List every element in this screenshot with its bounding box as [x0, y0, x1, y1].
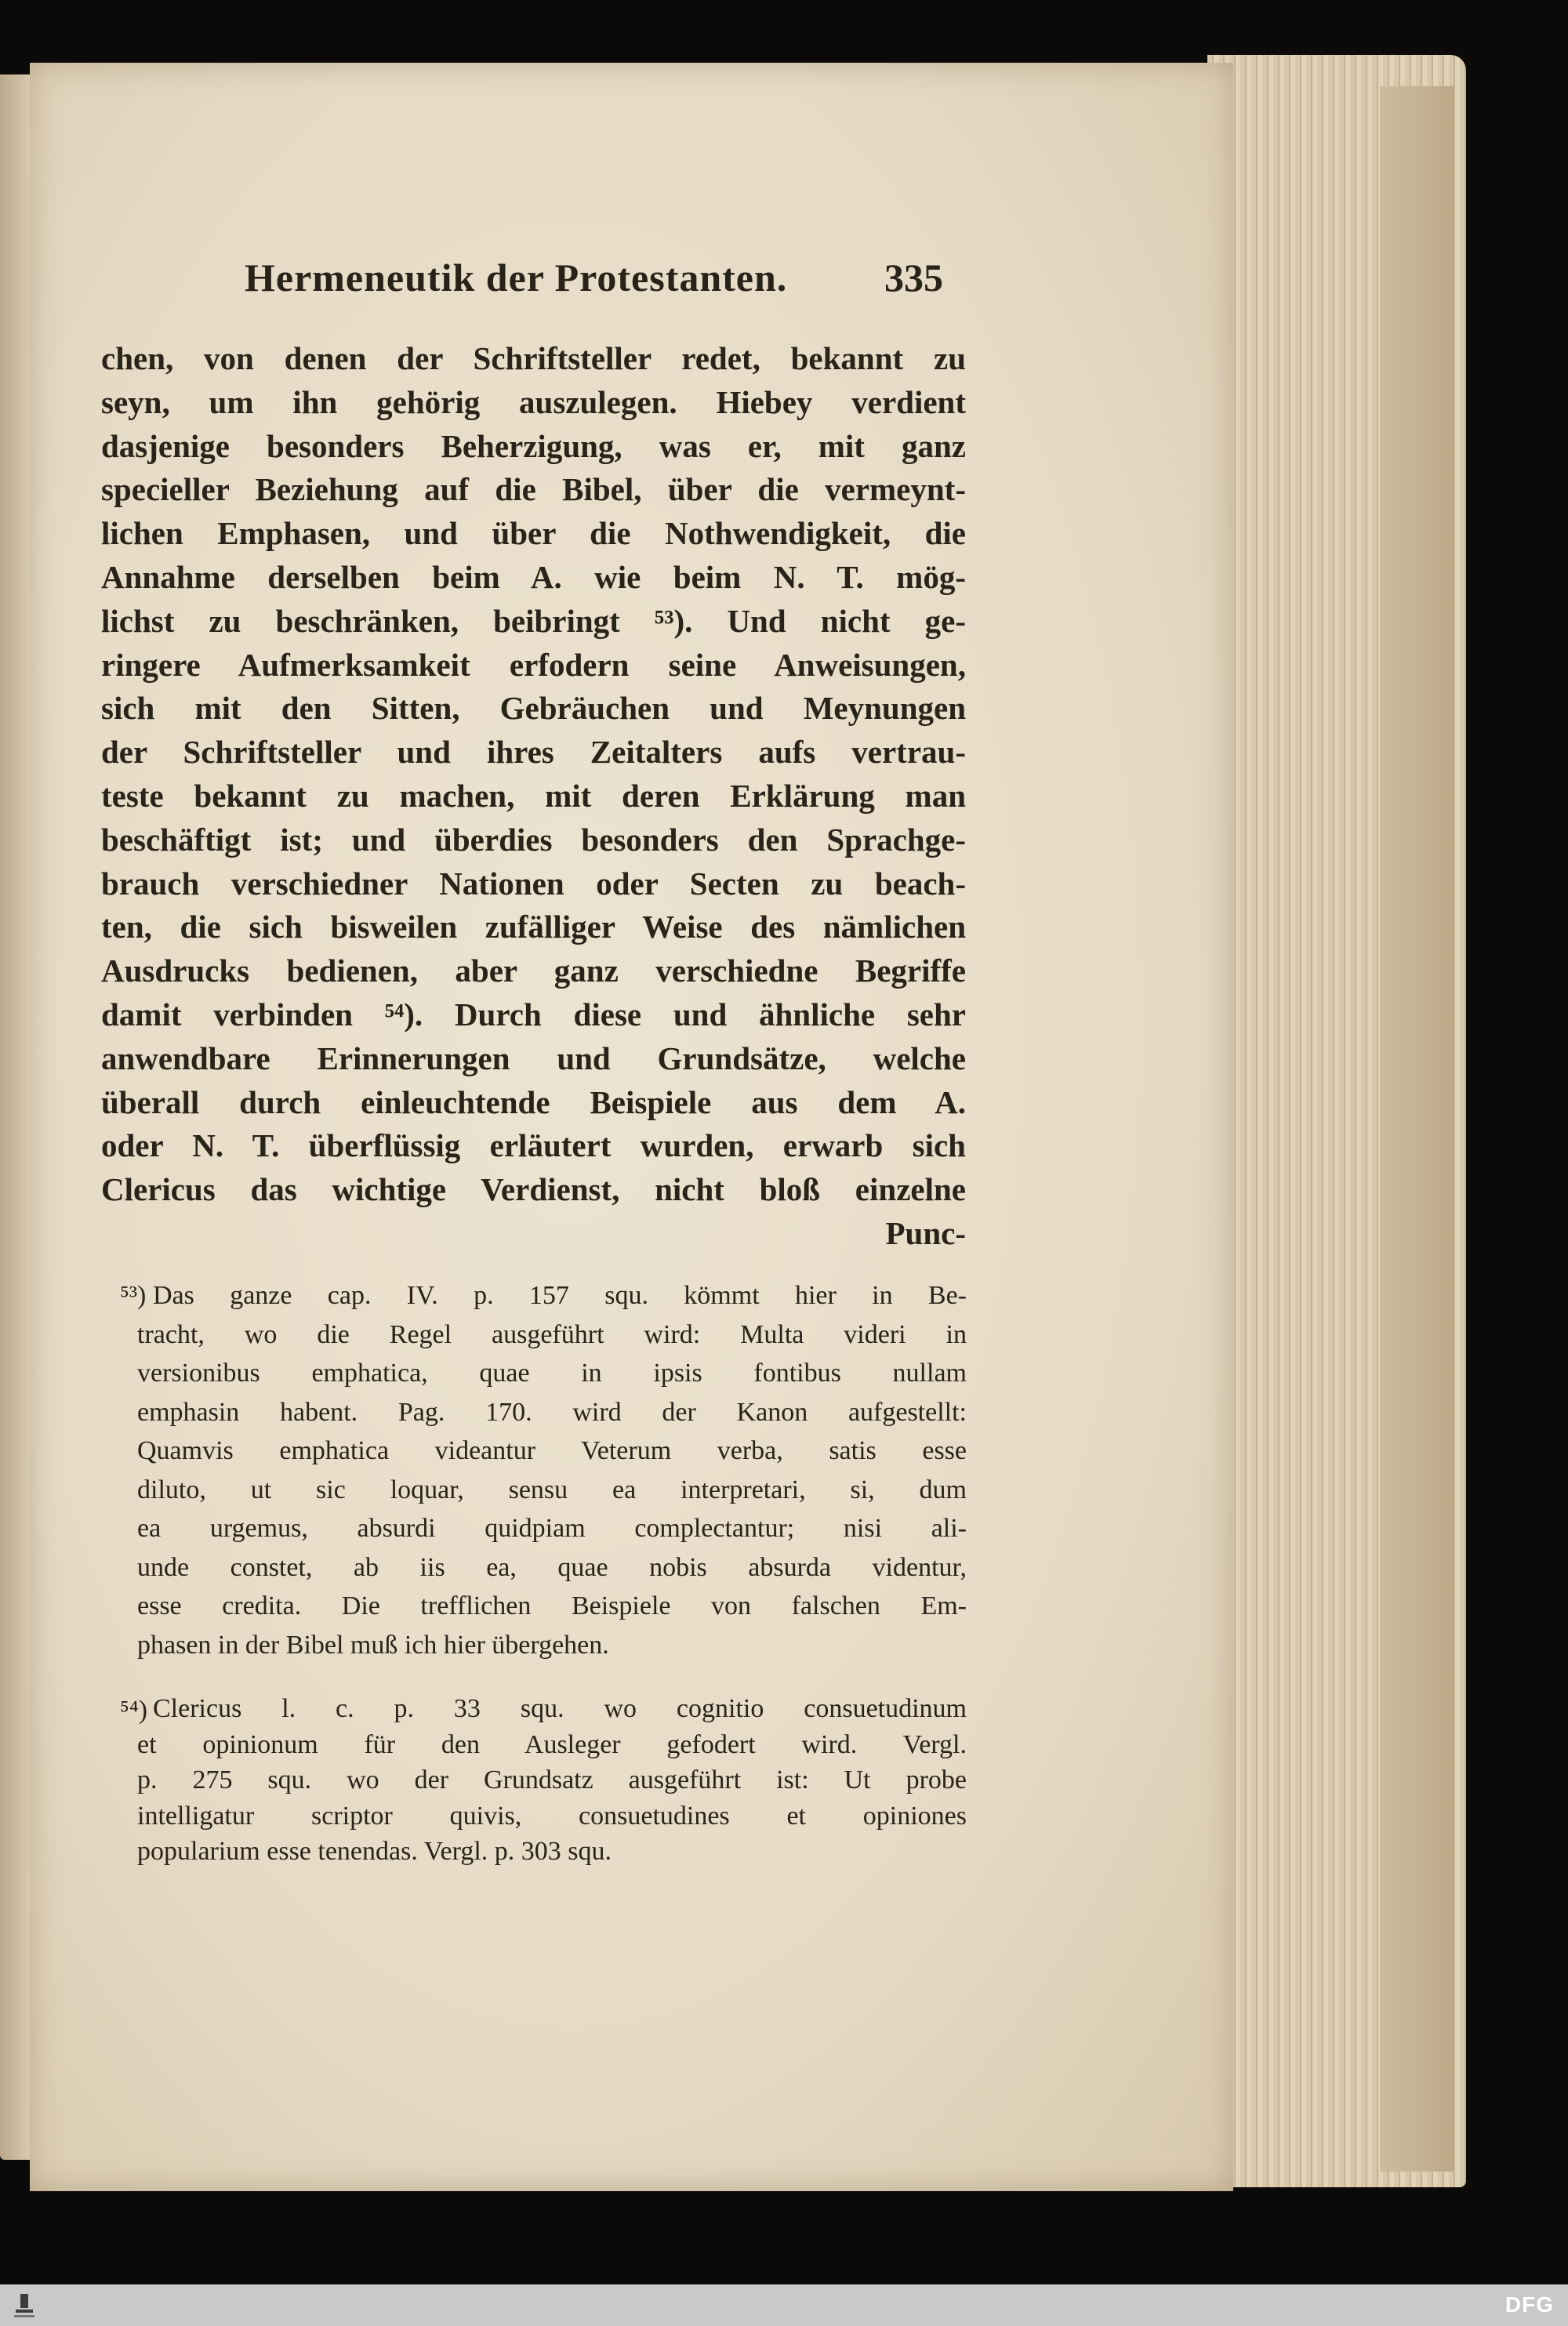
dfg-logo: DFG [1504, 2292, 1554, 2317]
text-line: seyn, um ihn gehörig auszulegen. Hiebey verdient [101, 383, 966, 420]
text-line: der Schriftsteller und ihres Zeitalters aufs vertrau- [101, 734, 966, 771]
text-line: dasjenige besonders Beherzigung, was er, mit ganz [101, 427, 966, 464]
viewer-footer-bar [0, 2284, 1568, 2326]
text-line: beschäftigt ist; und überdies besonders den Sprachge- [101, 821, 966, 858]
footnote-line: Quamvis emphatica videantur Veterum verba, satis esse [137, 1436, 967, 1465]
text-line: Ausdrucks bedienen, aber ganz verschiedne Begriffe [101, 953, 966, 989]
text-line: lichen Emphasen, und über die Nothwendigkeit, die [101, 515, 966, 552]
text-line: ringere Aufmerksamkeit erfodern seine Anweisungen, [101, 646, 966, 683]
running-header: Hermeneutik der Protestanten. [245, 256, 788, 299]
text-line: überall durch einleuchtende Beispiele aus dem A. [101, 1083, 966, 1120]
footnote-line: tracht, wo die Regel ausgeführt wird: Multa videri in [137, 1319, 967, 1349]
text-line: teste bekannt zu machen, mit deren Erklärung man [101, 777, 966, 814]
text-line: sich mit den Sitten, Gebräuchen und Meynungen [101, 690, 966, 727]
footnote-line: phasen in der Bibel muß ich hier übergehen. [137, 1630, 609, 1660]
text-line: damit verbinden ⁵⁴). Durch diese und ähnliche sehr [101, 996, 966, 1032]
page-number: 335 [884, 256, 943, 299]
footnote-marker: ⁵³) [120, 1281, 147, 1310]
text-line: specieller Beziehung auf die Bibel, über die vermeynt- [101, 471, 966, 508]
book-fore-edge [1380, 86, 1454, 2172]
text-line: brauch verschiedner Nationen oder Secten zu beach- [101, 865, 966, 902]
facing-page-edge [0, 74, 31, 2160]
footnote-line: et opinionum für den Ausleger gefodert wird. Vergl. [137, 1729, 967, 1759]
text-line: Annahme derselben beim A. wie beim N. T. mög- [101, 558, 966, 595]
footnote-line: diluto, ut sic loquar, sensu ea interpretari, si, dum [137, 1475, 967, 1504]
footnote-line: Clericus l. c. p. 33 squ. wo cognitio consuetudinum [153, 1694, 967, 1723]
footnote-line: versionibus emphatica, quae in ipsis fontibus nullam [137, 1359, 967, 1388]
text-line: oder N. T. überflüssig erläutert wurden, erwarb sich [101, 1127, 966, 1164]
footnote-line: intelligatur scriptor quivis, consuetudines et opiniones [137, 1801, 967, 1831]
text-line: ten, die sich bisweilen zufälliger Weise des nämlichen [101, 909, 966, 945]
text-line: lichst zu beschränken, beibringt ⁵³). Und nicht ge- [101, 602, 966, 639]
catchword: Punc- [885, 1214, 966, 1251]
footnote-line: Das ganze cap. IV. p. 157 squ. kömmt hier in Be- [153, 1281, 967, 1310]
text-line: anwendbare Erinnerungen und Grundsätze, welche [101, 1040, 966, 1076]
footnote-53 [120, 1276, 967, 1664]
text-line: Clericus das wichtige Verdienst, nicht bloß einzelne [101, 1171, 966, 1208]
footnote-line: esse credita. Die trefflichen Beispiele von falschen Em- [137, 1591, 967, 1620]
footnote-line: p. 275 squ. wo der Grundsatz ausgeführt ist: Ut probe [137, 1765, 967, 1794]
footnote-54 [120, 1691, 967, 1870]
footnote-line: emphasin habent. Pag. 170. wird der Kanon aufgestellt: [137, 1397, 967, 1427]
body-text [101, 337, 966, 1256]
footnote-line: unde constet, ab iis ea, quae nobis absurda videntur, [137, 1552, 967, 1582]
text-line: chen, von denen der Schriftsteller redet, bekannt zu [101, 340, 966, 376]
library-logo-icon [11, 2291, 38, 2321]
footnote-line: ea urgemus, absurdi quidpiam complectantur; nisi ali- [137, 1514, 967, 1543]
footnote-marker: ⁵⁴) [120, 1696, 148, 1725]
footnote-line: popularium esse tenendas. Vergl. p. 303 squ. [137, 1837, 612, 1866]
